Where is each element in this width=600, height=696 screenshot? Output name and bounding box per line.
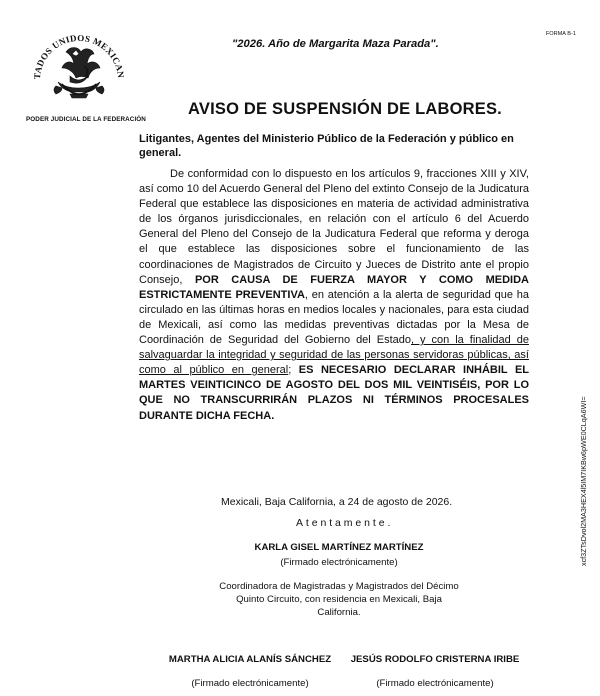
addressee: Litigantes, Agentes del Ministerio Público de la Federación y público en general. [139, 133, 514, 159]
national-seal-icon [26, 24, 132, 128]
notice-title: AVISO DE SUSPENSIÓN DE LABORES. [188, 100, 502, 118]
signer-right-signature-note: (Firmado electrónicamente) [376, 678, 494, 689]
body-security-alert: , en atención a la alerta de seguridad que ha circulado en las últimas horas en medios locales y nacionales, para esta ciudad de Mexicali, así como las medidas preventivas dictadas por la Mesa de Coordinación de Seguridad del Gobierno del Estado [139, 288, 529, 347]
signer-main-name: KARLA GISEL MARTÍNEZ MARTÍNEZ [254, 542, 424, 553]
signer-left-signature-note: (Firmado electrónicamente) [191, 678, 309, 689]
body-declaration: ES NECESARIO DECLARAR INHÁBIL EL MARTES VEINTICINCO DE AGOSTO DEL DOS MIL VEINTISÉIS, POR LO QUE NO TRANSCURRIRÁN PLAZOS NI TÉRMINOS PROCESALES DURANTE DICHA FECHA. [139, 364, 529, 422]
seal-text: TADOS UNIDOS MEXICAN [31, 32, 127, 80]
closing: Atentamente. [296, 517, 394, 529]
place-date: Mexicali, Baja California, a 24 de agosto de 2026. [221, 496, 453, 508]
body-safeguard-clause: , y con la finalidad de salvaguardar la integridad y seguridad de las personas servidoras públicas, así como al público en general [139, 334, 529, 377]
year-motto: "2026. Año de Margarita Maza Parada". [232, 38, 439, 50]
signer-left-name: MARTHA ALICIA ALANÍS SÁNCHEZ [168, 654, 332, 665]
signer-right-name: JESÚS RODOLFO CRISTERNA IRIBE [350, 654, 520, 665]
body-legal-basis: De conformidad con lo dispuesto en los artículos 9, fracciones XIII y XIV, así como 10 del Acuerdo General del Pleno del extinto Consejo de la Judicatura Federal que establece las disposiciones en materia de actividad administrativa de los órganos jurisdiccionales, en relación con el artículo 6 del Acuerdo General del Pleno del Consejo de la Judicatura Federal que reforma y deroga el que establece las disposiciones sobre el funcionamiento de las coordinaciones de Magistrados de Circuito y Jueces de Distrito ante el propio Consejo, [139, 168, 529, 286]
signer-main-role: Coordinadora de Magistradas y Magistrados del Décimo Quinto Circuito, con residencia en Mexicali, Baja California. [219, 581, 459, 618]
electronic-signature-hash: xcf3ZTsDvol2MA3HEX4l5IM7IKBw6pWE0CLqA6WI= [579, 396, 588, 566]
form-code: FORMA B-1 [545, 31, 576, 37]
notice-body [139, 167, 529, 424]
institution-name: PODER JUDICIAL DE LA FEDERACIÓN [26, 116, 146, 123]
body-force-majeure: POR CAUSA DE FUERZA MAYOR Y COMO MEDIDA ESTRICTAMENTE PREVENTIVA [139, 273, 529, 301]
signer-main-signature-note: (Firmado electrónicamente) [280, 557, 398, 568]
body-semicolon: ; [288, 364, 292, 377]
